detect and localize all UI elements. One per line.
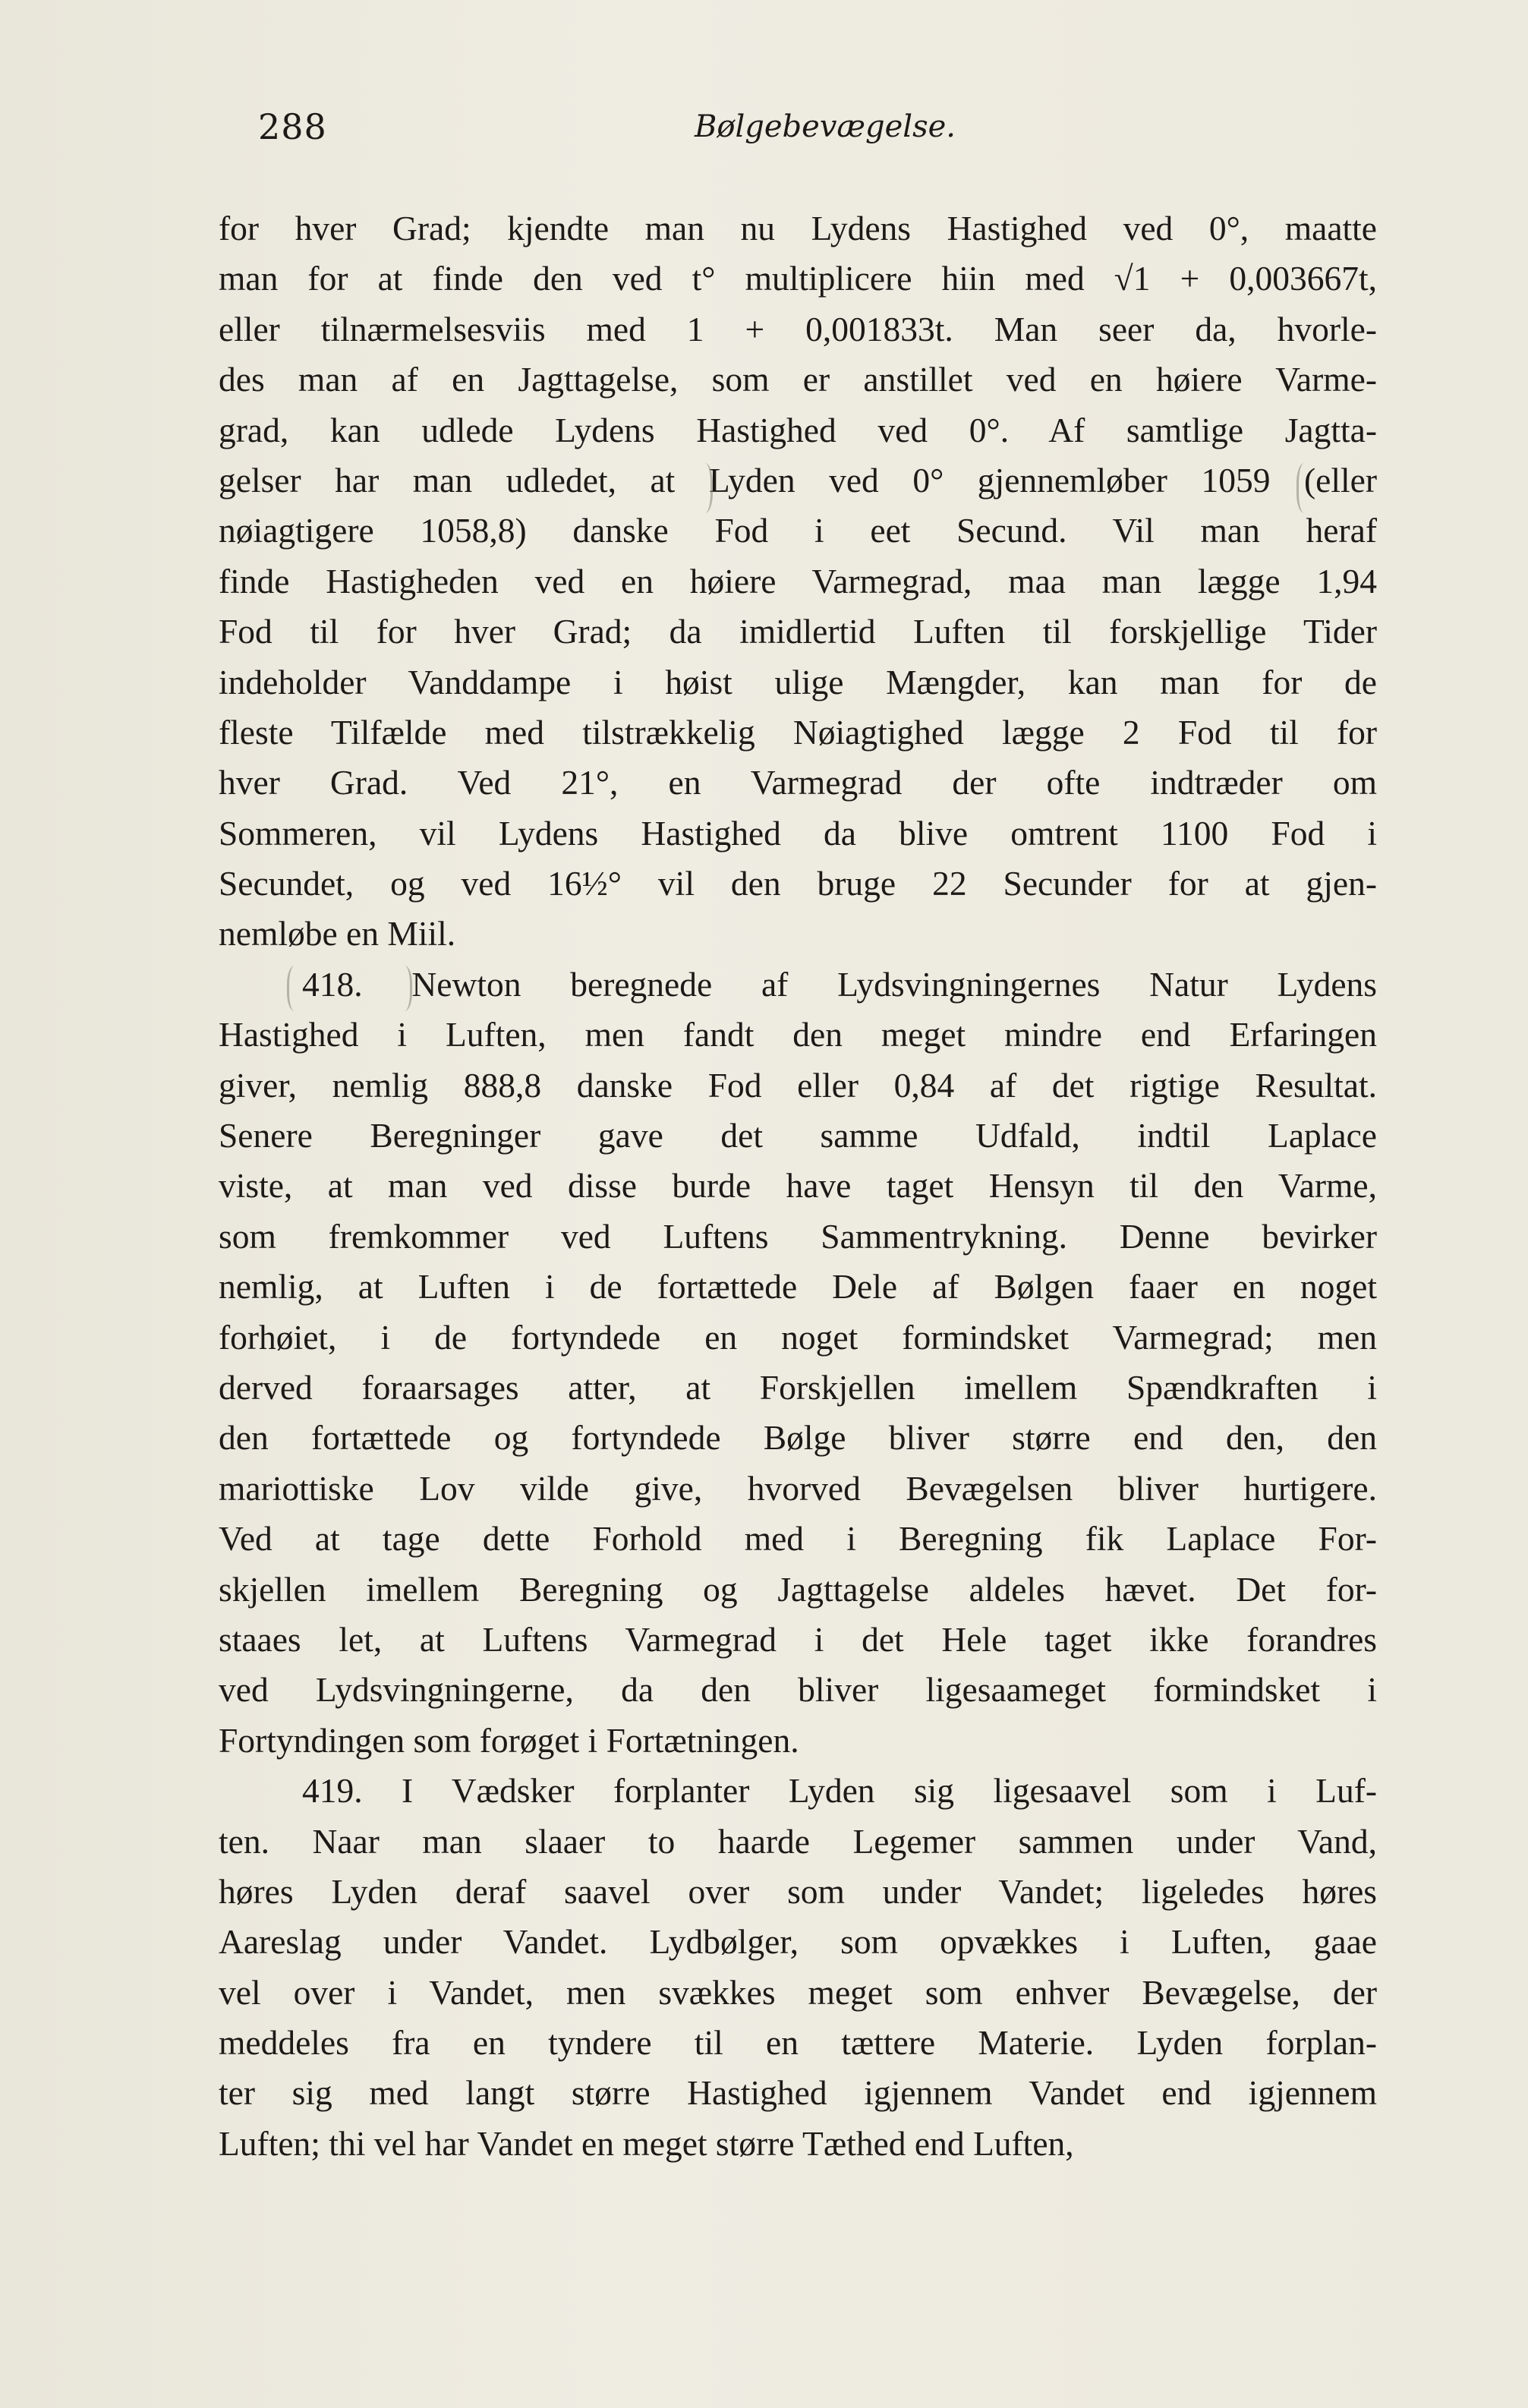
text-line: viste, at man ved disse burde have taget Hensyn til den Varme, (219, 1166, 1377, 1206)
pencil-bracket-mark (287, 966, 306, 1011)
text-line: ved Lydsvingningerne, da den bliver ligesaameget formindsket i (219, 1670, 1377, 1710)
text-line: nemlig, at Luften i de fortættede Dele af Bølgen faaer en noget (219, 1267, 1377, 1306)
paragraph-p1 (219, 203, 1377, 960)
text-line: eller tilnærmelsesviis med 1 + 0,001833t. Man seer da, hvorle- (219, 309, 1377, 348)
text-line: vel over i Vandet, men svækkes meget som enhver Bevægelse, der (219, 1972, 1377, 2012)
text-line: giver, nemlig 888,8 danske Fod eller 0,84 af det rigtige Resultat. (219, 1065, 1377, 1105)
text-line: ten. Naar man slaaer to haarde Legemer sammen under Vand, (219, 1821, 1377, 1861)
paragraph-p3 (219, 1766, 1377, 2169)
text-line: Secundet, og ved 16½° vil den bruge 22 Secunder for at gjen- (219, 864, 1377, 903)
text-line: des man af en Jagttagelse, som er anstillet ved en høiere Varme- (219, 360, 1377, 399)
paragraph-p2 (219, 960, 1377, 1766)
text-line: finde Hastigheden ved en høiere Varmegrad, maa man lægge 1,94 (219, 561, 1377, 600)
page-number: 288 (258, 106, 327, 147)
text-line: Fortyndingen som forøget i Fortætningen. (219, 1720, 799, 1760)
text-line: gelser har man udledet, at Lyden ved 0° gjennemløber 1059 (eller (219, 460, 1377, 500)
text-line: forhøiet, i de fortyndede en noget formindsket Varmegrad; men (219, 1317, 1377, 1357)
text-line: høres Lyden deraf saavel over som under Vandet; ligeledes høres (219, 1871, 1377, 1911)
text-line: Hastighed i Luften, men fandt den meget mindre end Erfaringen (219, 1015, 1377, 1054)
text-line: skjellen imellem Beregning og Jagttagelse aldeles hævet. Det for- (219, 1569, 1377, 1609)
text-line: fleste Tilfælde med tilstrækkelig Nøiagtighed lægge 2 Fod til for (219, 712, 1377, 752)
pencil-bracket-mark (1296, 463, 1315, 513)
text-line: Fod til for hver Grad; da imidlertid Luften til forskjellige Tider (219, 612, 1377, 651)
text-line: hver Grad. Ved 21°, en Varmegrad der ofte indtræder om (219, 763, 1377, 802)
body-text (219, 203, 1377, 2169)
text-line: man for at finde den ved t° multiplicere hiin med √1 + 0,003667t, (219, 259, 1377, 298)
text-line: Senere Beregninger gave det samme Udfald, indtil Laplace (219, 1116, 1377, 1155)
text-line: meddeles fra en tyndere til en tættere Materie. Lyden forplan- (219, 2023, 1377, 2063)
text-line: nemløbe en Miil. (219, 914, 456, 953)
text-line: 419. I Vædsker forplanter Lyden sig ligesaavel som i Luf- (302, 1771, 1377, 1811)
text-line: Sommeren, vil Lydens Hastighed da blive omtrent 1100 Fod i (219, 813, 1377, 853)
text-line: grad, kan udlede Lydens Hastighed ved 0°. Af samtlige Jagtta- (219, 410, 1377, 449)
text-line: Ved at tage dette Forhold med i Beregning fik Laplace For- (219, 1519, 1377, 1559)
text-line: Luften; thi vel har Vandet en meget større Tæthed end Luften, (219, 2123, 1074, 2163)
text-line: som fremkommer ved Luftens Sammentrykning. Denne bevirker (219, 1216, 1377, 1256)
text-line: ter sig med langt større Hastighed igjennem Vandet end igjennem (219, 2073, 1377, 2113)
pencil-bracket-mark (694, 463, 713, 513)
text-line: mariottiske Lov vilde give, hvorved Bevægelsen bliver hurtigere. (219, 1468, 1377, 1508)
text-line: indeholder Vanddampe i høist ulige Mængder, kan man for de (219, 662, 1377, 701)
text-line: Aareslag under Vandet. Lydbølger, som opvækkes i Luften, gaae (219, 1922, 1377, 1962)
text-line: staaes let, at Luftens Varmegrad i det Hele taget ikke forandres (219, 1619, 1377, 1659)
text-line: nøiagtigere 1058,8) danske Fod i eet Secund. Vil man heraf (219, 511, 1377, 550)
pencil-bracket-mark (393, 966, 412, 1011)
text-line: 418. Newton beregnede af Lydsvingningernes Natur Lydens (302, 964, 1377, 1004)
text-line: for hver Grad; kjendte man nu Lydens Hastighed ved 0°, maatte (219, 209, 1377, 247)
text-line: derved foraarsages atter, at Forskjellen imellem Spændkraften i (219, 1367, 1377, 1407)
running-title: Bølgebevægelse. (695, 109, 956, 144)
text-line: den fortættede og fortyndede Bølge bliver større end den, den (219, 1418, 1377, 1458)
page-header (258, 106, 1376, 152)
